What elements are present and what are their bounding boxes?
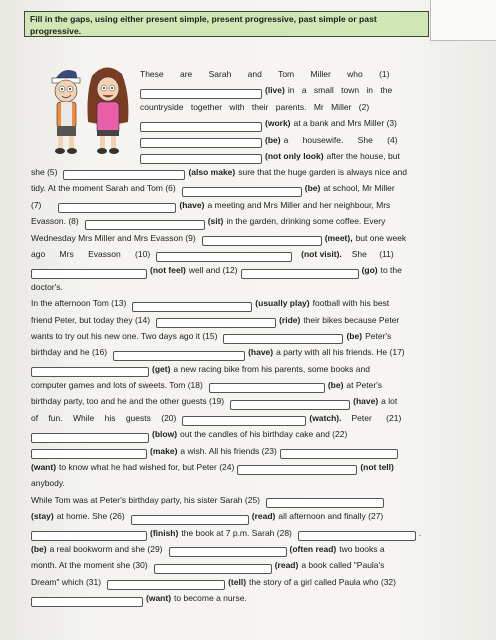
verb-21: (blow) (152, 429, 178, 440)
instructions-text: Fill in the gaps, using either present simple, present progressive, past simple or past progressive. (30, 14, 377, 36)
gap-7-input[interactable] (58, 203, 176, 213)
verb-26: (read) (251, 511, 276, 522)
gap-24-input[interactable] (237, 465, 357, 475)
gap-23-input[interactable] (280, 449, 398, 459)
gap-16-input[interactable] (113, 351, 245, 361)
verb-18: (be) (327, 380, 344, 391)
gap-8-input[interactable] (85, 220, 205, 230)
page-corner-tab (430, 0, 496, 41)
gap-20-input[interactable] (182, 416, 306, 426)
text-line: of fun. While his guests (20) (watch). Peter (21) (31, 410, 433, 426)
text-line: In the afternoon Tom (13) (usually play) football with his best (31, 295, 433, 311)
verb-4: (not only look) (265, 150, 324, 161)
verb-15: (be) (346, 330, 363, 341)
text-line: These are Sarah and Tom Miller who (1) (140, 68, 390, 79)
gap-2-input[interactable] (140, 122, 262, 132)
gap-3-input[interactable] (140, 138, 262, 148)
verb-12: (go) (361, 265, 378, 276)
gap-18-input[interactable] (209, 383, 325, 393)
gap-4-input[interactable] (140, 154, 262, 164)
gap-6-input[interactable] (182, 187, 302, 197)
verb-16: (have) (248, 347, 274, 358)
verb-28: (be) (31, 543, 47, 554)
gap-9-input[interactable] (202, 236, 322, 246)
text-line: (not only look) after the house, but (140, 148, 432, 164)
verb-17: (get) (152, 363, 171, 374)
verb-5: (also make) (188, 166, 236, 177)
text-line: (7) (have) a meeting and Mrs Miller and her neighbour, Mrs (31, 197, 433, 213)
verb-10: (not visit). (301, 248, 342, 259)
text-line: (stay) at home. She (26) (read) all afternoon and finally (27) (31, 508, 433, 524)
verb-7: (have) (179, 199, 205, 210)
text-line: (work) at a bank and Mrs Miller (3) (140, 115, 432, 131)
passage-main (31, 164, 433, 607)
verb-31: (tell) (228, 576, 247, 587)
gap-21-input[interactable] (31, 433, 149, 443)
text-line: Wednesday Mrs Miller and Mrs Evasson (9) (meet), but one week (31, 230, 433, 246)
verb-30: (read) (274, 560, 299, 571)
text-line: (want) to know what he had wished for, but Peter (24) (not tell) (31, 459, 433, 475)
text-line: friend Peter, but today they (14) (ride) their bikes because Peter (31, 312, 433, 328)
gap-32-input[interactable] (31, 597, 143, 607)
gap-26-input[interactable] (131, 515, 249, 525)
gap-10-input[interactable] (156, 252, 292, 262)
text-line: birthday party, too and he and the other guests (19) (have) a lot (31, 393, 433, 409)
text-line: (not feel) well and (12) (go) to the (31, 262, 433, 278)
verb-19: (have) (353, 396, 379, 407)
text-line: computer games and lots of sweets. Tom (18) (be) at Peter's (31, 377, 433, 393)
cartoon-children-illustration (42, 58, 134, 156)
text-line: (get) a new racing bike from his parents, some books and (31, 361, 433, 377)
verb-6: (be) (304, 183, 321, 194)
passage-upper (140, 66, 432, 164)
verb-9: (meet), (324, 232, 353, 243)
verb-23: (want) (31, 462, 57, 473)
text-line: (make) a wish. All his friends (23) (31, 443, 433, 459)
text-line: Evasson. (8) (sit) in the garden, drinking some coffee. Every (31, 213, 433, 229)
text-line: countryside together with their parents. Mr Miller (2) (140, 101, 370, 112)
text-line: month. At the moment she (30) (read) a book called "Paula's (31, 557, 433, 573)
verb-25: (stay) (31, 511, 54, 522)
text-line: birthday and he (16) (have) a party with all his friends. He (17) (31, 344, 433, 360)
gap-14-input[interactable] (156, 318, 276, 328)
text-line: she (5) (also make) sure that the huge garden is always nice and (31, 164, 433, 180)
text-line: wants to try out his new one. Two days ago it (15) (be) Peter's (31, 328, 433, 344)
text-line: ago Mrs Evasson (10) (not visit). She (11) (31, 246, 433, 262)
verb-29: (often read) (289, 543, 337, 554)
verb-24: (not tell) (360, 462, 394, 473)
verb-14: (ride) (279, 314, 301, 325)
text-line: (finish) the book at 7 p.m. Sarah (28) . (31, 525, 433, 541)
gap-15-input[interactable] (223, 334, 343, 344)
text-line: anybody. (31, 478, 65, 489)
text-line: Dream" which (31) (tell) the story of a girl called Paula who (32) (31, 574, 433, 590)
text-line: (want) to become a nurse. (31, 590, 433, 606)
gap-29-input[interactable] (169, 547, 287, 557)
verb-11: (not feel) (150, 265, 186, 276)
verb-3: (be) (265, 134, 281, 145)
text-line: While Tom was at Peter's birthday party, his sister Sarah (25) (31, 492, 433, 508)
verb-2: (work) (265, 118, 291, 129)
instructions-box (24, 11, 429, 37)
gap-31-input[interactable] (107, 580, 225, 590)
gap-12-input[interactable] (241, 269, 359, 279)
gap-30-input[interactable] (154, 564, 272, 574)
gap-5-input[interactable] (63, 170, 185, 180)
gap-19-input[interactable] (230, 400, 350, 410)
gap-11-input[interactable] (31, 269, 147, 279)
verb-32: (want) (146, 593, 172, 604)
verb-13: (usually play) (255, 298, 310, 309)
gap-22-input[interactable] (31, 449, 147, 459)
verb-20: (watch). (309, 412, 342, 423)
verb-27: (finish) (150, 527, 179, 538)
verb-8: (sit) (207, 216, 224, 227)
text-line: tidy. At the moment Sarah and Tom (6) (be) at school, Mr Miller (31, 180, 433, 196)
text-line: (blow) out the candles of his birthday cake and (22) (31, 426, 433, 442)
gap-17-input[interactable] (31, 367, 149, 377)
gap-1-input[interactable] (140, 89, 262, 99)
text-line: (be) a housewife. She (4) (140, 132, 432, 148)
text-line: (live) in a small town in the (140, 82, 432, 98)
gap-27-input[interactable] (31, 531, 147, 541)
gap-28-input[interactable] (298, 531, 416, 541)
verb-1: (live) (265, 85, 285, 96)
verb-22: (make) (150, 445, 178, 456)
gap-13-input[interactable] (132, 302, 252, 312)
gap-25-input[interactable] (266, 498, 384, 508)
text-line: doctor's. (31, 281, 63, 292)
text-line: (be) a real bookworm and she (29) (often read) two books a (31, 541, 433, 557)
